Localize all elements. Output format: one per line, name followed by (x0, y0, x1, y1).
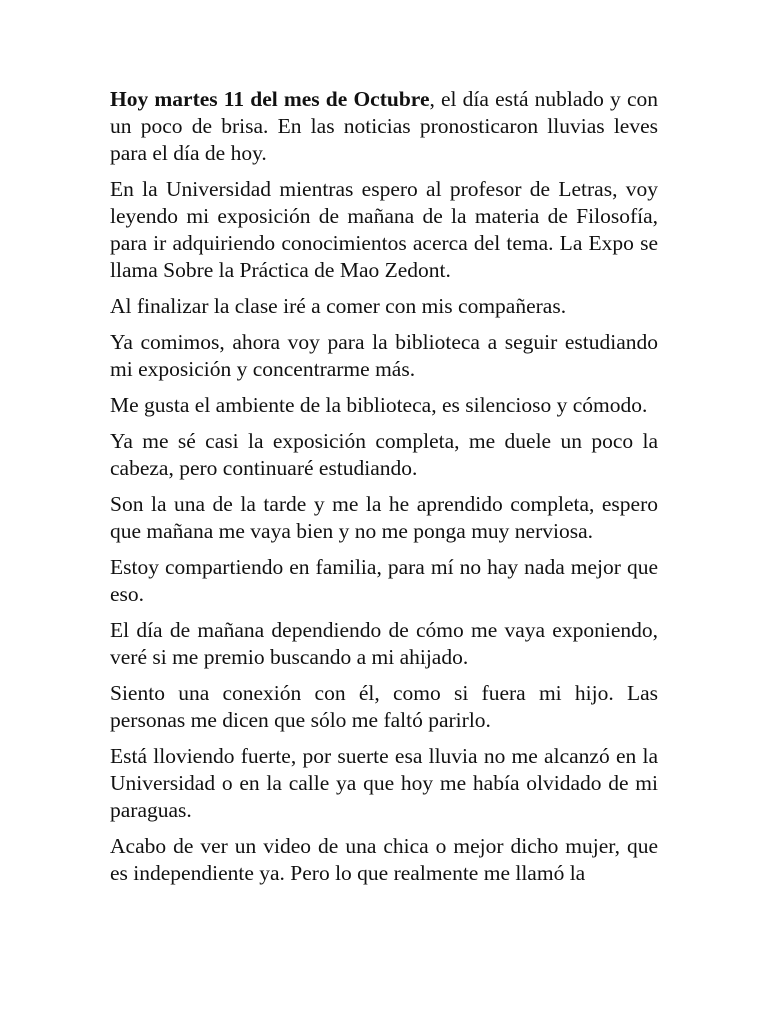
paragraph-9-text: El día de mañana dependiendo de cómo me vaya exponiendo, veré si me premio buscando a mi ahijado. (110, 618, 658, 669)
document-body (110, 86, 658, 896)
paragraph-11-text: Está lloviendo fuerte, por suerte esa lluvia no me alcanzó en la Universidad o en la calle ya que hoy me había olvidado de mi paraguas. (110, 744, 658, 822)
paragraph-3 (110, 293, 658, 320)
paragraph-1 (110, 86, 658, 167)
paragraph-8 (110, 554, 658, 608)
paragraph-10-text: Siento una conexión con él, como si fuera mi hijo. Las personas me dicen que sólo me faltó parirlo. (110, 681, 658, 732)
paragraph-2-text: En la Universidad mientras espero al profesor de Letras, voy leyendo mi exposición de mañana de la materia de Filosofía, para ir adquiriendo conocimientos acerca del tema. La Expo se llama Sobre la Práctica de Mao Zedont. (110, 177, 658, 282)
paragraph-5-text: Me gusta el ambiente de la biblioteca, es silencioso y cómodo. (110, 393, 648, 417)
paragraph-8-text: Estoy compartiendo en familia, para mí no hay nada mejor que eso. (110, 555, 658, 606)
paragraph-12-text: Acabo de ver un video de una chica o mejor dicho mujer, que es independiente ya. Pero lo que realmente me llamó la (110, 834, 658, 885)
paragraph-4 (110, 329, 658, 383)
paragraph-3-text: Al finalizar la clase iré a comer con mis compañeras. (110, 294, 567, 318)
paragraph-12 (110, 833, 658, 887)
paragraph-6 (110, 428, 658, 482)
paragraph-4-text: Ya comimos, ahora voy para la biblioteca a seguir estudiando mi exposición y concentrarme más. (110, 330, 658, 381)
paragraph-7-text: Son la una de la tarde y me la he aprendido completa, espero que mañana me vaya bien y no me ponga muy nerviosa. (110, 492, 658, 543)
paragraph-6-text: Ya me sé casi la exposición completa, me duele un poco la cabeza, pero continuaré estudiando. (110, 429, 658, 480)
paragraph-11 (110, 743, 658, 824)
paragraph-5 (110, 392, 658, 419)
paragraph-2 (110, 176, 658, 284)
paragraph-7 (110, 491, 658, 545)
paragraph-1-date-heading: Hoy martes 11 del mes de Octubre (110, 87, 430, 111)
paragraph-1-text: , el día está nublado y con un poco de brisa. En las noticias pronosticaron lluvias leves para el día de hoy. (110, 87, 658, 165)
paragraph-9 (110, 617, 658, 671)
paragraph-10 (110, 680, 658, 734)
